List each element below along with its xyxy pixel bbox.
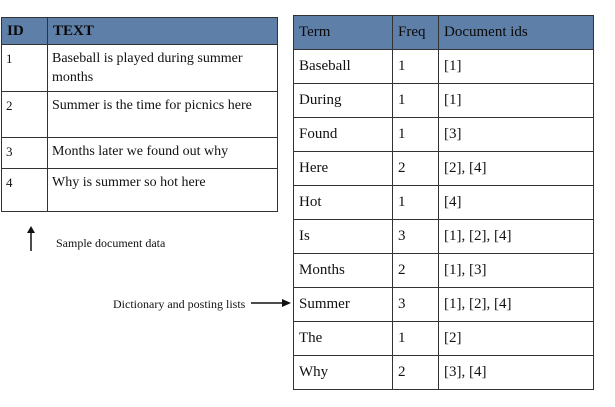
doc-header-id: ID (2, 18, 48, 45)
freq-cell: 2 (393, 254, 439, 288)
doc-id-cell: 1 (2, 45, 48, 92)
table-row (294, 288, 594, 322)
term-cell: Is (294, 220, 393, 254)
freq-cell: 1 (393, 84, 439, 118)
term-cell: During (294, 84, 393, 118)
freq-cell: 1 (393, 50, 439, 84)
term-cell: Hot (294, 186, 393, 220)
table-row (2, 169, 278, 212)
doc-ids-cell: [1], [2], [4] (439, 220, 594, 254)
doc-ids-cell: [1] (439, 84, 594, 118)
doc-ids-cell: [3], [4] (439, 356, 594, 390)
doc-text-cell: Baseball is played during summer months (48, 45, 278, 92)
table-row (294, 356, 594, 390)
dict-header-doc-ids: Document ids (439, 16, 594, 50)
doc-ids-cell: [2], [4] (439, 152, 594, 186)
table-row (294, 322, 594, 356)
freq-cell: 1 (393, 322, 439, 356)
table-row (2, 138, 278, 169)
dict-header-freq: Freq (393, 16, 439, 50)
doc-ids-cell: [2] (439, 322, 594, 356)
table-row (294, 254, 594, 288)
doc-ids-cell: [1] (439, 50, 594, 84)
doc-text-cell: Months later we found out why (48, 138, 278, 169)
doc-text-cell: Summer is the time for picnics here (48, 92, 278, 138)
doc-ids-cell: [4] (439, 186, 594, 220)
table-row (294, 186, 594, 220)
sample-document-caption: Sample document data (56, 236, 166, 250)
doc-table-header-row (2, 18, 278, 45)
doc-text-cell: Why is summer so hot here (48, 169, 278, 212)
table-row (294, 220, 594, 254)
table-row (294, 84, 594, 118)
doc-id-cell: 3 (2, 138, 48, 169)
freq-cell: 3 (393, 220, 439, 254)
sample-document-table (1, 17, 278, 212)
doc-header-text: TEXT (48, 18, 278, 45)
freq-cell: 3 (393, 288, 439, 322)
term-cell: Months (294, 254, 393, 288)
table-row (294, 152, 594, 186)
freq-cell: 1 (393, 186, 439, 220)
doc-ids-cell: [1], [3] (439, 254, 594, 288)
right-arrow-icon (251, 297, 291, 309)
freq-cell: 1 (393, 118, 439, 152)
doc-ids-cell: [3] (439, 118, 594, 152)
term-cell: Here (294, 152, 393, 186)
table-row (2, 92, 278, 138)
term-cell: Summer (294, 288, 393, 322)
dict-table-header-row (294, 16, 594, 50)
up-arrow-icon (25, 226, 37, 252)
table-row (2, 45, 278, 92)
dictionary-posting-table (293, 15, 594, 390)
table-row (294, 50, 594, 84)
dictionary-caption: Dictionary and posting lists (113, 297, 246, 311)
doc-id-cell: 2 (2, 92, 48, 138)
term-cell: Why (294, 356, 393, 390)
term-cell: The (294, 322, 393, 356)
freq-cell: 2 (393, 152, 439, 186)
doc-ids-cell: [1], [2], [4] (439, 288, 594, 322)
doc-id-cell: 4 (2, 169, 48, 212)
term-cell: Found (294, 118, 393, 152)
freq-cell: 2 (393, 356, 439, 390)
term-cell: Baseball (294, 50, 393, 84)
dict-header-term: Term (294, 16, 393, 50)
table-row (294, 118, 594, 152)
